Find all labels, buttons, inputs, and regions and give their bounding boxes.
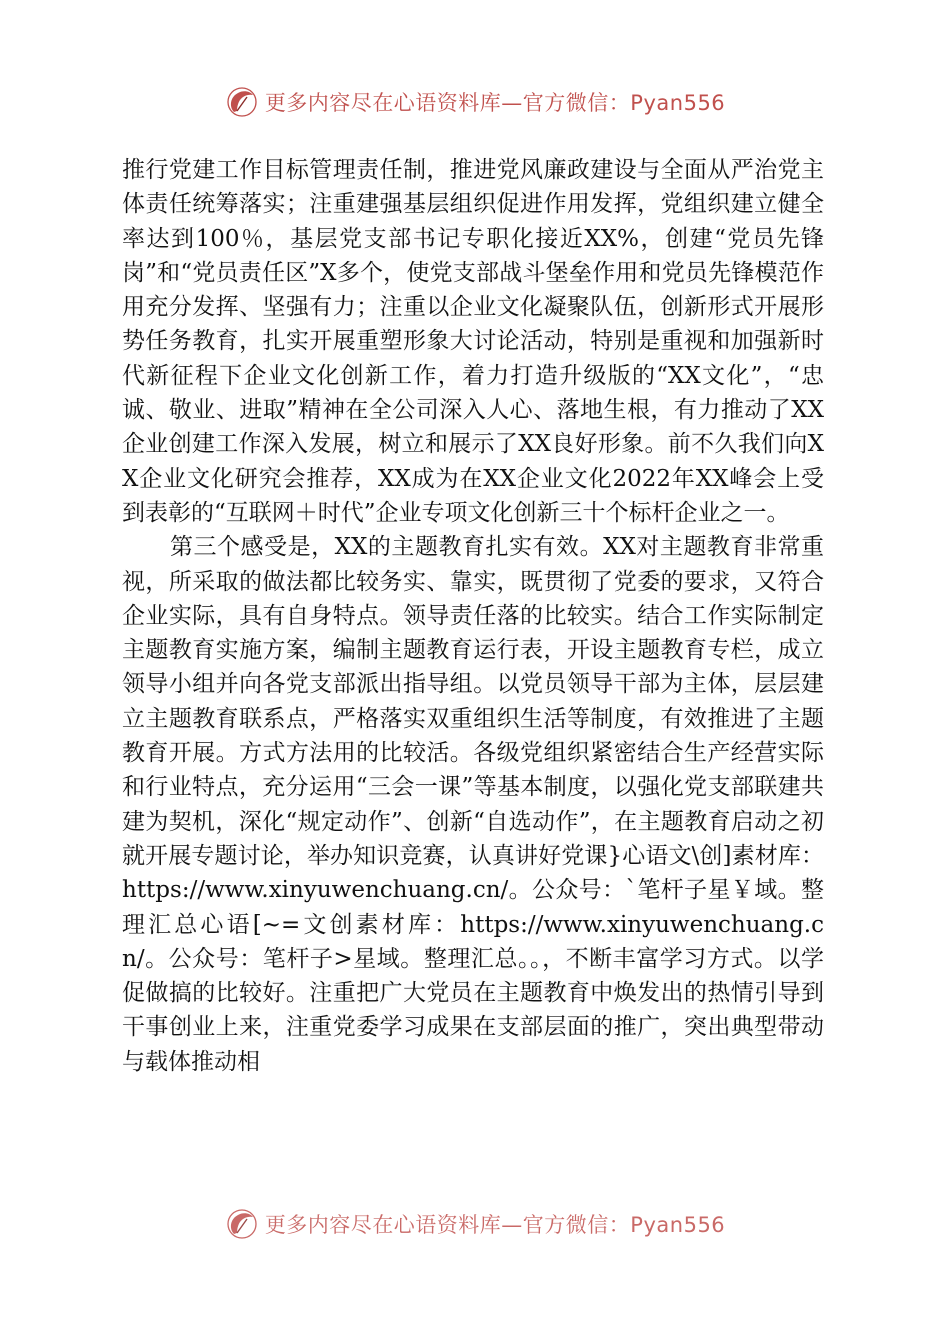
- paragraph-1: 推行党建工作目标管理责任制，推进党风廉政建设与全面从严治党主体责任统筹落实；注重建强基层组织促进作用发挥，党组织建立健全率达到100％，基层党支部书记专职化接近XX%，创建“党员先锋岗”和“党员责任区”X多个，使党支部战斗堡垒作用和党员先锋模范作用充分发挥、坚强有力；注重以企业文化凝聚队伍，创新形式开展形势任务教育，扎实开展重塑形象大讨论活动，特别是重视和加强新时代新征程下企业文化创新工作，着力打造升级版的“XX文化”，“忠诚、敬业、进取”精神在全公司深入人心、落地生根，有力推动了XX企业创建工作深入发展，树立和展示了XX良好形象。前不久我们向XX企业文化研究会推荐，XX成为在XX企业文化2022年XX峰会上受到表彰的“互联网＋时代”企业专项文化创新三十个标杆企业之一。: [122, 157, 824, 526]
- header-banner-text: 更多内容尽在心语资料库—官方微信：Pyan556: [264, 91, 726, 115]
- quill-pen-icon: [225, 1207, 259, 1241]
- document-body: [122, 153, 824, 1079]
- footer-banner-text: 更多内容尽在心语资料库—官方微信：Pyan556: [264, 1213, 726, 1237]
- paragraph-2: 第三个感受是，XX的主题教育扎实有效。XX对主题教育非常重视，所采取的做法都比较务实、靠实，既贯彻了党委的要求，又符合企业实际，具有自身特点。领导责任落的比较实。结合工作实际制定主题教育实施方案，编制主题教育运行表，开设主题教育专栏，成立领导小组并向各党支部派出指导组。以党员领导干部为主体，层层建立主题教育联系点，严格落实双重组织生活等制度，有效推进了主题教育开展。方式方法用的比较活。各级党组织紧密结合生产经营实际和行业特点，充分运用“三会一课”等基本制度，以强化党支部联建共建为契机，深化“规定动作”、创新“自选动作”，在主题教育启动之初就开展专题讨论，举办知识竞赛，认真讲好党课}心语文\创]素材库：https://www.xinyuwenchuang.cn/。公众号：`笔杆子星￥域。整理汇总心语[~=文创素材库：https://www.xinyuwenchuang.cn/。公众号：笔杆子>星域。整理汇总。。，不断丰富学习方式。以学促做搞的比较好。注重把广大党员在主题教育中焕发出的热情引导到干事创业上来，注重党委学习成果在支部层面的推广，突出典型带动与载体推动相: [122, 534, 824, 1075]
- header-banner: [0, 82, 950, 122]
- footer-banner: [0, 1204, 950, 1244]
- quill-pen-icon: [225, 85, 259, 119]
